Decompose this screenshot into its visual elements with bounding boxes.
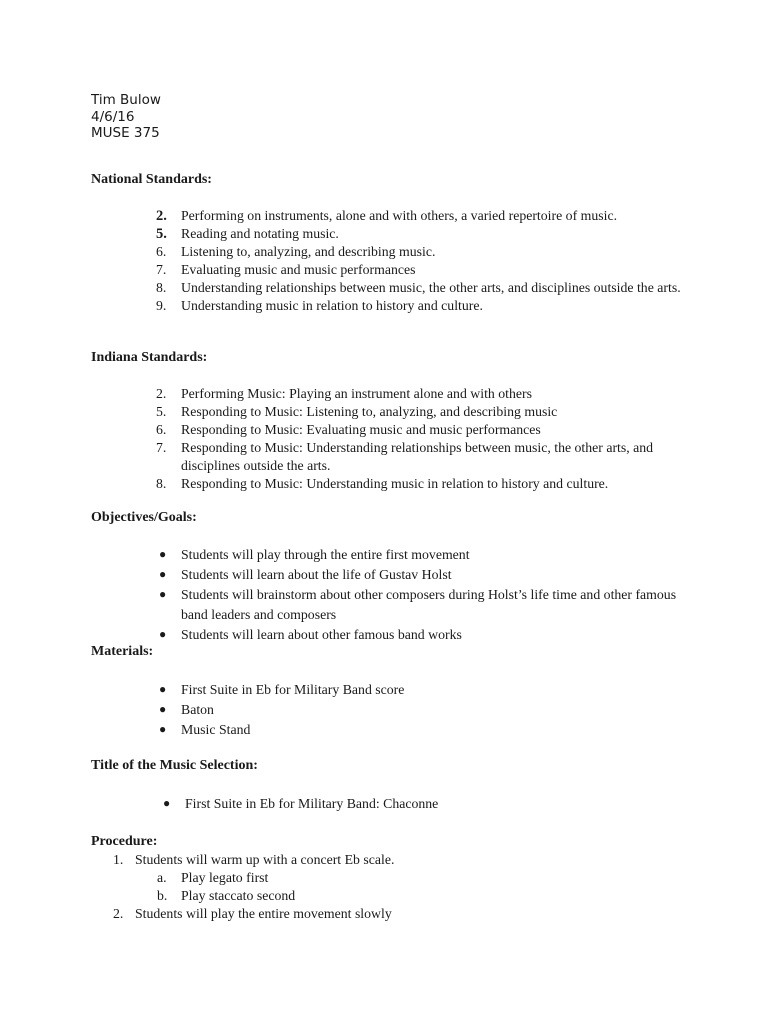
list-item: [150, 403, 690, 421]
list-item: [150, 243, 690, 261]
item-number: 8.: [156, 280, 167, 295]
materials-heading: Materials:: [91, 644, 154, 659]
music-selection-heading: Title of the Music Selection:: [91, 758, 258, 773]
item-text: Reading and notating music.: [181, 226, 339, 241]
course-code: MUSE 375: [91, 125, 160, 141]
bullet-icon: ●: [159, 587, 167, 601]
item-text: Music Stand: [181, 722, 251, 737]
list-item: [150, 585, 690, 624]
bullet-icon: ●: [159, 682, 167, 696]
item-text: Understanding music in relation to history and culture.: [181, 298, 483, 313]
substep-text: Play staccato second: [181, 888, 296, 903]
item-number: 5.: [156, 226, 167, 242]
item-number: 6.: [156, 422, 167, 437]
item-text: Listening to, analyzing, and describing music.: [181, 244, 436, 259]
list-item: [150, 279, 690, 297]
list-item: [154, 794, 694, 814]
item-text: First Suite in Eb for Military Band: Chaconne: [185, 796, 439, 811]
item-text: Students will play through the entire first movement: [181, 547, 470, 562]
author-name: Tim Bulow: [91, 92, 161, 108]
indiana-standards-list: [150, 385, 690, 493]
procedure-step: [91, 851, 691, 869]
procedure-substep: [91, 887, 691, 905]
item-text: Responding to Music: Evaluating music and music performances: [181, 422, 541, 437]
list-item: [150, 680, 690, 700]
step-number: 2.: [113, 906, 124, 921]
item-number: 2.: [156, 208, 167, 224]
list-item: [150, 439, 690, 475]
substep-letter: a.: [157, 870, 167, 885]
objectives-heading: Objectives/Goals:: [91, 510, 197, 525]
national-standards-list: [150, 207, 690, 315]
list-item: [150, 297, 690, 315]
substep-text: Play legato first: [181, 870, 269, 885]
item-text: First Suite in Eb for Military Band score: [181, 682, 405, 697]
list-item: [150, 421, 690, 439]
step-text: Students will warm up with a concert Eb scale.: [135, 852, 395, 867]
item-text: Students will learn about other famous band works: [181, 626, 462, 642]
item-text: Performing on instruments, alone and with others, a varied repertoire of music.: [181, 208, 618, 223]
music-selection-list: [154, 794, 694, 814]
indiana-standards-heading: Indiana Standards:: [91, 350, 208, 365]
list-item: [150, 475, 690, 493]
national-standards-heading: National Standards:: [91, 172, 212, 187]
bullet-icon: ●: [159, 567, 167, 581]
materials-list: [150, 680, 690, 740]
item-number: 2.: [156, 386, 167, 401]
list-item: [150, 385, 690, 403]
list-item: [150, 720, 690, 740]
item-text: Students will brainstorm about other composers during Holst’s life time and other famous band leaders and composers: [181, 587, 677, 622]
item-number: 7.: [156, 262, 167, 277]
list-item: [150, 545, 690, 565]
list-item: [150, 565, 690, 585]
item-number: 6.: [156, 244, 167, 259]
bullet-icon: ●: [163, 796, 171, 810]
item-text: Performing Music: Playing an instrument alone and with others: [181, 386, 532, 401]
item-text: Evaluating music and music performances: [181, 262, 416, 277]
list-item: [150, 625, 690, 645]
step-text: Students will play the entire movement slowly: [135, 906, 392, 921]
objectives-list: [150, 545, 690, 645]
bullet-icon: ●: [159, 626, 167, 641]
item-number: 7.: [156, 440, 167, 455]
item-text: Baton: [181, 702, 214, 717]
item-text: Students will learn about the life of Gustav Holst: [181, 567, 452, 582]
bullet-icon: ●: [159, 547, 167, 561]
bullet-icon: ●: [159, 722, 167, 736]
list-item: [150, 225, 690, 243]
step-number: 1.: [113, 852, 124, 867]
item-text: Responding to Music: Understanding music in relation to history and culture.: [181, 476, 609, 491]
procedure-substep: [91, 869, 691, 887]
list-item: [150, 207, 690, 225]
item-number: 8.: [156, 476, 167, 491]
procedure-heading: Procedure:: [91, 834, 158, 849]
item-text: Responding to Music: Understanding relationships between music, the other arts, and disciplines outside the arts.: [181, 440, 654, 473]
item-text: Understanding relationships between music, the other arts, and disciplines outside the arts.: [181, 280, 681, 295]
document-date: 4/6/16: [91, 108, 135, 125]
document-header: [91, 92, 161, 142]
list-item: [150, 700, 690, 720]
item-number: 5.: [156, 404, 167, 419]
procedure-list: [91, 851, 691, 923]
procedure-step: [91, 905, 691, 923]
substep-letter: b.: [157, 888, 168, 903]
list-item: [150, 261, 690, 279]
item-text: Responding to Music: Listening to, analyzing, and describing music: [181, 404, 558, 419]
item-number: 9.: [156, 298, 167, 313]
bullet-icon: ●: [159, 702, 167, 716]
